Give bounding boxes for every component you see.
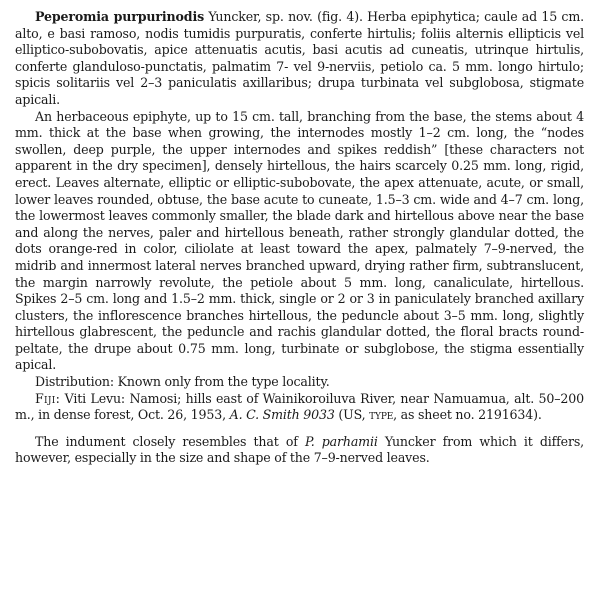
species-name: Peperomia purpurinodis (35, 9, 205, 24)
country-label: Fiji: (35, 390, 61, 406)
compared-species: P. parhamii (304, 433, 378, 449)
diagnosis-text: Yuncker, sp. nov. (fig. 4). Herba epiphytica; caule ad 15 cm. alto, e basi ramoso, nodis tumidis purpuratis, conferte hirtulis; foliis alternis ellipticis vel elliptico-subobovatis, apice attenuatis acutis, basi acutis ad cuneatis, utrinque hirtulis, conferte glanduloso-punctatis, palmatim 7- vel 9-nerviis, petiolo ca. 5 mm. longo hirtulo; spicis solitariis vel 2–3 paniculatis axillaribus; drupa turbinata vel subglobosa, stigmate apicali. (15, 9, 584, 107)
english-description: An herbaceous epiphyte, up to 15 cm. tall, branching from the base, the stems about 4 mm. thick at the base when growing, the internodes mostly 1–2 cm. long, the “nodes swollen, deep purple, the upper internodes and spikes reddish” [these characters not apparent in the dry specimen], densely hirtellous, the hairs scarcely 0.25 mm. long, rigid, erect. Leaves alternate, elliptic or elliptic-subobovate, the apex attenuate, acute, or small, lower leaves rounded, obtuse, the base acute to cuneate, 1.5–3 cm. wide and 4–7 cm. long, the lowermost leaves commonly smaller, the blade dark and hirtellous above near the base and along the nerves, paler and hirtellous beneath, rather strongly glandular dotted, the dots orange-red in color, ciliolate at least toward the apex, palmately 7–9-nerved, the midrib and innermost lateral nerves branched upward, drying rather firm, subtranslucent, the margin narrowly revolute, the petiole about 5 mm. long, canaliculate, hirtellous. Spikes 2–5 cm. long and 1.5–2 mm. thick, single or 2 or 3 in paniculately branched axillary clusters, the inflorescence branches hirtellous, the peduncle about 3–5 mm. long, slightly hirtellous glabrescent, the peduncle and rachis glandular dotted, the floral bracts round-peltate, the drupe about 0.75 mm. long, turbinate or subglobose, the stigma essentially apical. (15, 108, 584, 373)
specimen-citation (15, 391, 584, 424)
type-label: type (369, 407, 394, 423)
latin-diagnosis (15, 9, 584, 109)
remark-rest: Yuncker from which it differs, however, especially in the size and shape of the 7–9-nerved leaves. (15, 433, 584, 466)
comparison-remark (15, 434, 584, 467)
remark-lead: The indument closely resembles that of (35, 433, 305, 449)
distribution-line: Distribution: Known only from the type locality. (35, 374, 330, 390)
herbarium-open: (US, (334, 407, 370, 423)
locality-details: Viti Levu: Namosi; hills east of Wainikoroiluva River, near Namuamua, alt. 50–200 m., in dense forest, Oct. 26, 1953, (15, 390, 584, 423)
herbarium-close: , as sheet no. 2191634). (393, 407, 542, 423)
collector-number: A. C. Smith 9033 (229, 407, 335, 423)
